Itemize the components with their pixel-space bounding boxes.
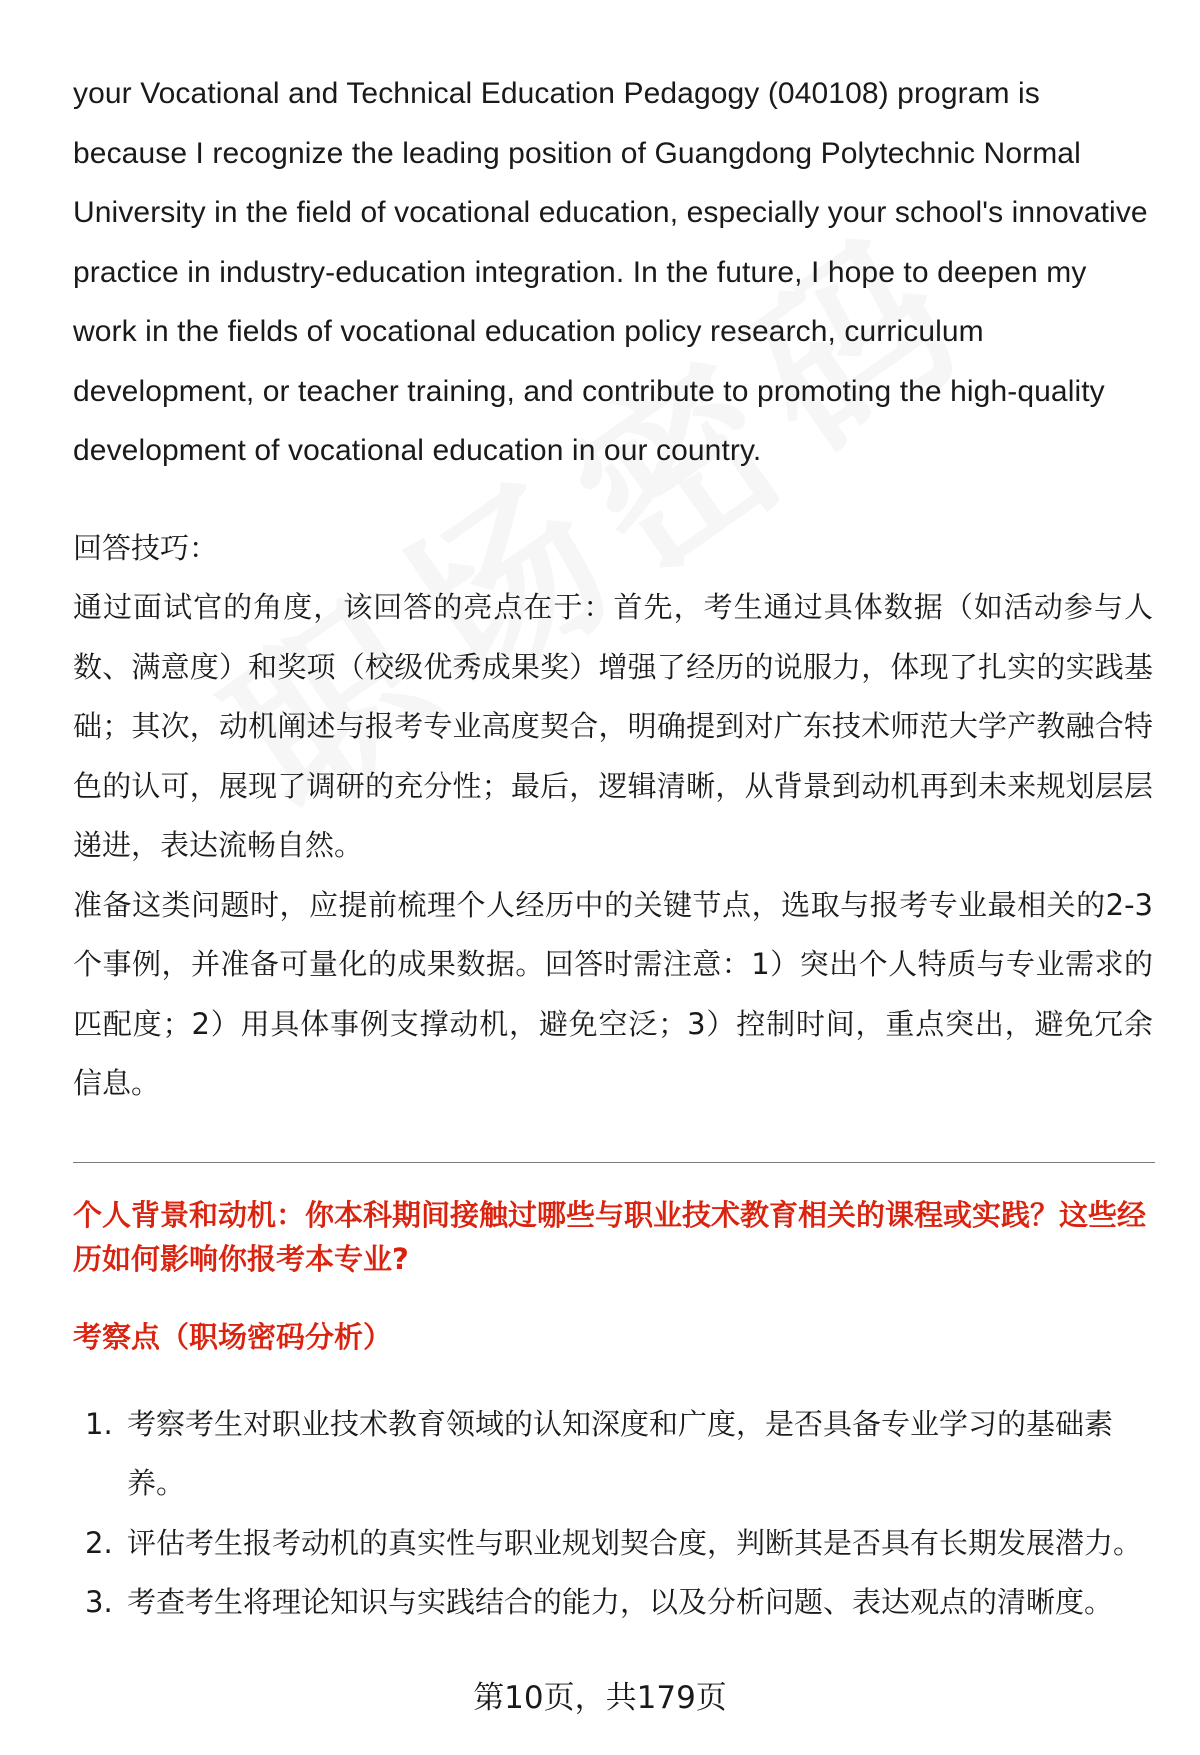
question-heading: 个人背景和动机：你本科期间接触过哪些与职业技术教育相关的课程或实践？这些经历如何影响你报考本专业?: [73, 1197, 1147, 1276]
list-item-number: 2.: [85, 1525, 113, 1560]
document-page: [73, 64, 1153, 1633]
list-item-number: 1.: [85, 1406, 113, 1441]
list-item-text: 考察考生对职业技术教育领域的认知深度和广度，是否具备专业学习的基础素养。: [127, 1406, 1114, 1500]
list-item-number: 3.: [85, 1585, 113, 1619]
tips-label: 回答技巧：: [73, 530, 219, 565]
list-item-text: 考查考生将理论知识与实践结合的能力，以及分析问题、表达观点的清晰度。: [127, 1585, 1114, 1619]
tips-paragraph-1: 通过面试官的角度，该回答的亮点在于：首先，考生通过具体数据（如活动参与人数、满意度）和奖项（校级优秀成果奖）增强了经历的说服力，体现了扎实的实践基础；其次，动机阐述与报考专业高度契合，明确提到对广东技术师范大学产教融合特色的认可，展现了调研的充分性；最后，逻辑清晰，从背景到动机再到未来规划层层递进，表达流畅自然。: [73, 590, 1153, 862]
section-divider: [73, 1162, 1155, 1163]
analysis-points-list: [73, 1395, 1153, 1633]
list-item: [73, 1573, 1153, 1633]
page-number-footer: 第10页，共179页: [473, 1680, 727, 1716]
list-item-text: 评估考生报考动机的真实性与职业规划契合度，判断其是否具有长期发展潜力。: [127, 1525, 1143, 1560]
answer-paragraph-en: your Vocational and Technical Education Pedagogy (040108) program is because I recognize the leading position of Guangdong Polytechnic Normal University in the field of vocational education, especially your school's innovative practice in industry-education integration. In the future, I hope to deepen my work in the fields of vocational education policy research, curriculum development, or teacher training, and contribute to promoting the high-quality development of vocational education in our country.: [73, 77, 1148, 467]
list-item: [73, 1395, 1153, 1514]
analysis-title: 考察点（职场密码分析）: [73, 1319, 393, 1354]
list-item: [73, 1514, 1153, 1574]
tips-paragraph-2: 准备这类问题时，应提前梳理个人经历中的关键节点，选取与报考专业最相关的2-3个事例，并准备可量化的成果数据。回答时需注意：1）突出个人特质与专业需求的匹配度；2）用具体事例支撑动机，避免空泛；3）控制时间，重点突出，避免冗余信息。: [73, 887, 1153, 1100]
